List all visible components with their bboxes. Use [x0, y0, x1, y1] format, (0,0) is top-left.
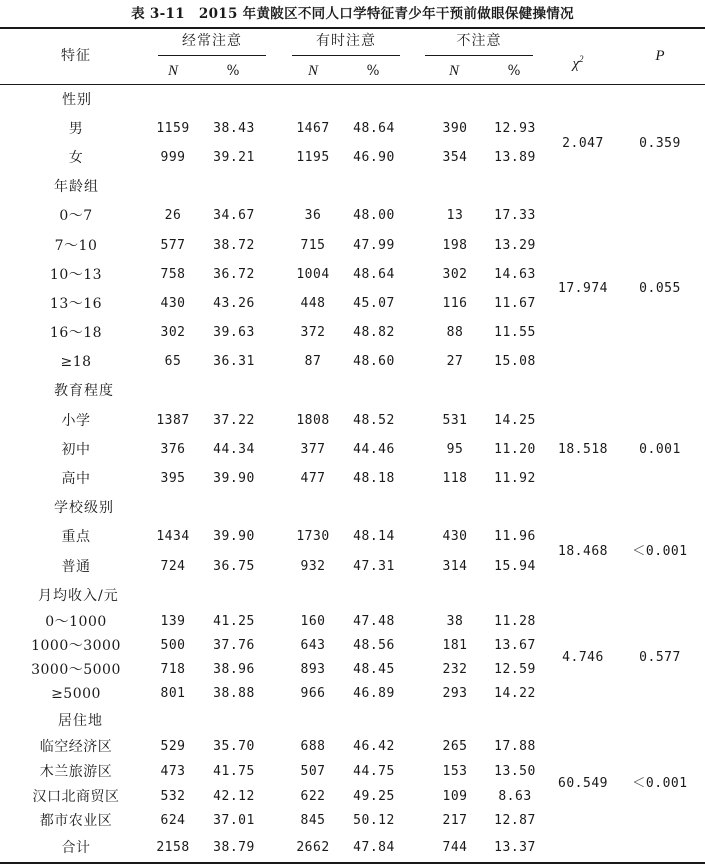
header-often: 经常注意: [182, 33, 242, 49]
table-cell: 801: [160, 686, 186, 701]
row-label: 7～10: [54, 238, 98, 254]
row-label: 小学: [61, 413, 91, 429]
table-cell: 718: [160, 662, 186, 677]
row-label: 0～1000: [45, 614, 107, 630]
header-p: P: [655, 48, 665, 64]
table-cell: 36.31: [213, 354, 255, 369]
table-cell: 44.46: [353, 442, 395, 457]
table-cell: 473: [160, 764, 186, 779]
table-cell: 34.67: [213, 208, 255, 223]
table-cell: 41.25: [213, 614, 255, 629]
table-cell: 11.55: [494, 325, 536, 340]
table-cell: 13.67: [494, 638, 536, 653]
table-cell: 376: [160, 442, 186, 457]
row-label: ≥5000: [51, 686, 101, 702]
table-cell: 87: [304, 354, 322, 369]
table-cell: 42.12: [213, 789, 255, 804]
table-cell: 966: [300, 686, 326, 701]
table-cell: 8.63: [498, 789, 532, 804]
table-cell: 37.76: [213, 638, 255, 653]
table-cell: 65: [164, 354, 182, 369]
table-cell: 390: [442, 121, 468, 136]
table-cell: 893: [300, 662, 326, 677]
p-value: 0.001: [639, 442, 681, 457]
row-label: 男: [68, 121, 84, 137]
total-cell: 38.79: [213, 840, 255, 855]
table-cell: 430: [160, 296, 186, 311]
table-cell: 39.90: [213, 529, 255, 544]
table-cell: 1387: [156, 413, 190, 428]
row-label: 女: [68, 150, 84, 166]
table-cell: 50.12: [353, 813, 395, 828]
total-cell: 13.37: [494, 840, 536, 855]
table-cell: 507: [300, 764, 326, 779]
header-often-n: N: [167, 63, 179, 79]
table-cell: 14.25: [494, 413, 536, 428]
table-cell: 1434: [156, 529, 190, 544]
table-cell: 116: [442, 296, 468, 311]
table-cell: 47.48: [353, 614, 395, 629]
table-cell: 11.67: [494, 296, 536, 311]
table-cell: 643: [300, 638, 326, 653]
table-cell: 49.25: [353, 789, 395, 804]
row-label: 重点: [61, 529, 91, 545]
table-cell: 232: [442, 662, 468, 677]
row-label: 临空经济区: [39, 739, 113, 755]
group-heading: 年龄组: [54, 179, 99, 195]
table-cell: 48.45: [353, 662, 395, 677]
table-cell: 181: [442, 638, 468, 653]
table-cell: 43.26: [213, 296, 255, 311]
p-value: 0.359: [639, 135, 681, 151]
table-cell: 48.64: [353, 267, 395, 282]
table-cell: 302: [442, 267, 468, 282]
table-cell: 48.14: [353, 529, 395, 544]
header-sometimes-n: N: [307, 63, 319, 79]
total-cell: 47.84: [353, 840, 395, 855]
chi-square-value: 18.468: [558, 544, 608, 559]
table-cell: 13.89: [494, 150, 536, 165]
table-cell: 46.90: [353, 150, 395, 165]
table-cell: 531: [442, 413, 468, 428]
table-cell: 13: [446, 208, 464, 223]
table-cell: 715: [300, 238, 326, 253]
table-cell: 448: [300, 296, 326, 311]
row-label: 16～18: [49, 325, 103, 341]
table-number: 表 3-11: [131, 6, 185, 22]
table-cell: 724: [160, 559, 186, 574]
table-cell: 39.90: [213, 471, 255, 486]
row-label: ≥18: [60, 354, 92, 370]
bottom-rule: [0, 862, 705, 864]
table-cell: 88: [446, 325, 464, 340]
row-label: 普通: [61, 559, 91, 575]
row-label: 都市农业区: [39, 813, 113, 829]
table-cell: 38.96: [213, 662, 255, 677]
table-cell: 12.87: [494, 813, 536, 828]
table-cell: 624: [160, 813, 186, 828]
table-cell: 430: [442, 529, 468, 544]
p-value: 0.055: [639, 281, 681, 296]
chi-square-value: 18.518: [558, 442, 608, 457]
table-cell: 932: [300, 559, 326, 574]
header-feature: 特征: [61, 48, 91, 64]
table-cell: 95: [446, 442, 464, 457]
often-subrule: [158, 55, 266, 56]
table-cell: 265: [442, 739, 468, 754]
table-title: [0, 2, 705, 22]
table-cell: 36: [304, 208, 322, 223]
table-cell: 41.75: [213, 764, 255, 779]
table-cell: 354: [442, 150, 468, 165]
table-cell: 217: [442, 813, 468, 828]
row-label: 1000～3000: [31, 638, 121, 654]
table-cell: 395: [160, 471, 186, 486]
table-cell: 532: [160, 789, 186, 804]
table-cell: 11.96: [494, 529, 536, 544]
group-heading: 学校级别: [54, 500, 114, 516]
header-never-pct: %: [507, 63, 521, 79]
table-cell: 37.22: [213, 413, 255, 428]
table-cell: 38.72: [213, 238, 255, 253]
table-cell: 1467: [296, 121, 330, 136]
table-cell: 845: [300, 813, 326, 828]
table-cell: 139: [160, 614, 186, 629]
table-cell: 38.88: [213, 686, 255, 701]
table-cell: 48.18: [353, 471, 395, 486]
table-cell: 477: [300, 471, 326, 486]
row-label: 高中: [61, 471, 91, 487]
never-subrule: [425, 55, 533, 56]
header-never-n: N: [448, 63, 460, 79]
table-cell: 500: [160, 638, 186, 653]
table-cell: 48.60: [353, 354, 395, 369]
group-heading: 教育程度: [54, 383, 114, 399]
table-cell: 46.89: [353, 686, 395, 701]
table-cell: 44.34: [213, 442, 255, 457]
table-cell: 999: [160, 150, 186, 165]
table-cell: 293: [442, 686, 468, 701]
table-cell: 1730: [296, 529, 330, 544]
table-cell: 314: [442, 559, 468, 574]
table-cell: 47.31: [353, 559, 395, 574]
table-cell: 12.93: [494, 121, 536, 136]
p-value: ＜0.001: [632, 544, 688, 559]
header-chi-square: [572, 49, 583, 74]
table-cell: 38.43: [213, 121, 255, 136]
table-cell: 48.00: [353, 208, 395, 223]
table-cell: 36.75: [213, 559, 255, 574]
table-cell: 529: [160, 739, 186, 754]
table-cell: 13.50: [494, 764, 536, 779]
table-cell: 12.59: [494, 662, 536, 677]
table-cell: 377: [300, 442, 326, 457]
table-cell: 1004: [296, 267, 330, 282]
table-cell: 1159: [156, 121, 190, 136]
table-cell: 36.72: [213, 267, 255, 282]
table-cell: 372: [300, 325, 326, 340]
table-cell: 1195: [296, 150, 330, 165]
table-cell: 758: [160, 267, 186, 282]
row-label: 初中: [61, 442, 91, 458]
top-rule: [0, 27, 705, 29]
header-never: 不注意: [456, 33, 502, 49]
table-cell: 302: [160, 325, 186, 340]
table-cell: 11.20: [494, 442, 536, 457]
table-cell: 688: [300, 739, 326, 754]
group-heading: 月均收入/元: [38, 588, 119, 604]
sometimes-subrule: [292, 55, 400, 56]
total-cell: 2662: [296, 840, 330, 855]
chi-superscript: 2: [579, 54, 584, 64]
total-label: 合计: [61, 840, 91, 856]
table-cell: 39.21: [213, 150, 255, 165]
row-label: 3000～5000: [31, 662, 121, 678]
table-cell: 45.07: [353, 296, 395, 311]
table-cell: 48.82: [353, 325, 395, 340]
row-label: 木兰旅游区: [39, 764, 113, 780]
table-cell: 11.28: [494, 614, 536, 629]
table-cell: 27: [446, 354, 464, 369]
table-cell: 38: [446, 614, 464, 629]
row-label: 0～7: [59, 208, 93, 224]
table-cell: 37.01: [213, 813, 255, 828]
table-cell: 577: [160, 238, 186, 253]
row-label: 10～13: [49, 267, 103, 283]
chi-square-value: 60.549: [558, 776, 608, 791]
header-sometimes-pct: %: [366, 63, 380, 79]
group-heading: 性别: [62, 92, 92, 108]
p-value: 0.577: [639, 650, 681, 665]
header-often-pct: %: [226, 63, 240, 79]
chi-square-value: 4.746: [562, 650, 604, 665]
chi-square-value: 17.974: [558, 281, 608, 296]
table-cell: 118: [442, 471, 468, 486]
table-cell: 109: [442, 789, 468, 804]
table-cell: 14.63: [494, 267, 536, 282]
table-cell: 47.99: [353, 238, 395, 253]
table-cell: 17.33: [494, 208, 536, 223]
row-label: 汉口北商贸区: [32, 789, 120, 805]
table-cell: 14.22: [494, 686, 536, 701]
table-cell: 46.42: [353, 739, 395, 754]
table-cell: 48.56: [353, 638, 395, 653]
table-cell: 622: [300, 789, 326, 804]
total-cell: 2158: [156, 840, 190, 855]
row-label: 13～16: [49, 296, 103, 312]
group-heading: 居住地: [58, 713, 103, 729]
table-cell: 160: [300, 614, 326, 629]
total-cell: 744: [442, 840, 468, 855]
header-sometimes: 有时注意: [316, 33, 376, 49]
table-cell: 44.75: [353, 764, 395, 779]
table-cell: 48.64: [353, 121, 395, 136]
header-rule: [0, 84, 705, 85]
chi-square-value: 2.047: [562, 135, 604, 151]
table-cell: 26: [164, 208, 182, 223]
table-cell: 1808: [296, 413, 330, 428]
table-title-text: 2015 年黄陂区不同人口学特征青少年干预前做眼保健操情况: [198, 6, 574, 22]
table-cell: 15.94: [494, 559, 536, 574]
table-cell: 48.52: [353, 413, 395, 428]
table-cell: 153: [442, 764, 468, 779]
table-cell: 39.63: [213, 325, 255, 340]
table-cell: 13.29: [494, 238, 536, 253]
table-cell: 198: [442, 238, 468, 253]
table-cell: 17.88: [494, 739, 536, 754]
table-cell: 11.92: [494, 471, 536, 486]
table-cell: 35.70: [213, 739, 255, 754]
p-value: ＜0.001: [632, 776, 688, 791]
table-cell: 15.08: [494, 354, 536, 369]
chi-symbol: χ: [572, 56, 580, 72]
